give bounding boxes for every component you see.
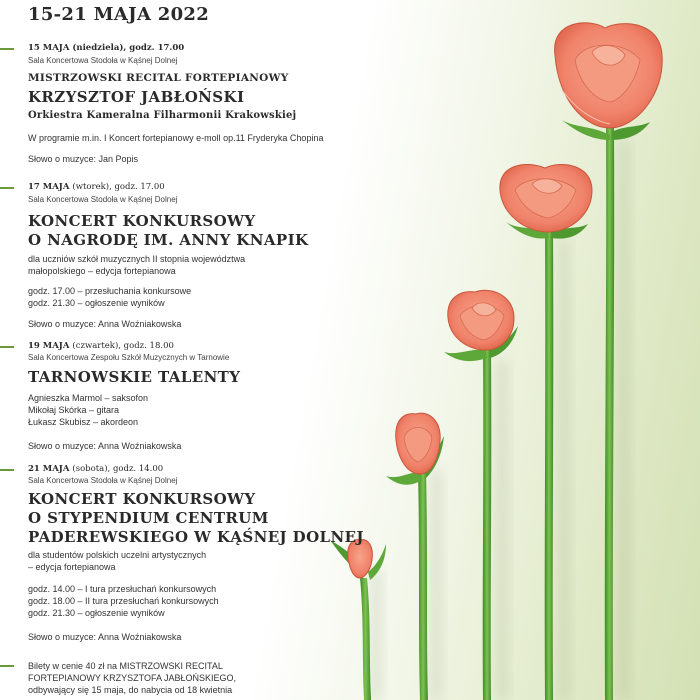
event2-date-day: 17 MAJA (28, 182, 70, 192)
event2-date (28, 182, 165, 192)
event2-venue: Sala Koncertowa Stodoła w Kąśnej Dolnej (28, 195, 178, 204)
event4-date-day: 21 MAJA (28, 464, 70, 474)
event3-date-day: 19 MAJA (28, 341, 70, 351)
event1-date: 15 MAJA (niedziela), godz. 17.00 (28, 43, 185, 53)
event4-desc-line1: dla studentów polskich uczelni artystycznych (28, 550, 207, 560)
event3-date (28, 341, 174, 351)
event2-marker (0, 187, 14, 189)
event3-performer3: Łukasz Skubisz – akordeon (28, 417, 139, 427)
event3-date-time: (czwartek), godz. 18.00 (72, 341, 174, 351)
event3-performer1: Agnieszka Marmol – saksofon (28, 393, 149, 403)
rose-2-icon (500, 164, 592, 700)
event2-desc-line2: małopolskiego – edycja fortepianowa (28, 266, 176, 276)
event4-title-line2: O STYPENDIUM CENTRUM (28, 509, 269, 527)
tickets-line1: Bilety w cenie 40 zł na MISTRZOWSKI RECITAL (28, 661, 223, 671)
tickets-line2: FORTEPIANOWY KRZYSZTOFA JABŁOŃSKIEGO, (28, 673, 237, 683)
event4-title-line3: PADEREWSKIEGO W KĄŚNEJ DOLNEJ (28, 528, 364, 546)
event1-marker (0, 48, 14, 50)
event2-time1: godz. 17.00 – przesłuchania konkursowe (28, 286, 192, 296)
event4-time3: godz. 21.30 – ogłoszenie wyników (28, 608, 165, 618)
rose-1-icon (555, 23, 663, 700)
event2-speaker: Słowo o muzyce: Anna Woźniakowska (28, 319, 182, 329)
event1-speaker: Słowo o muzyce: Jan Popis (28, 154, 139, 164)
roses-illustration (300, 0, 700, 700)
event1-program: W programie m.in. I Koncert fortepianowy e-moll op.11 Fryderyka Chopina (28, 133, 324, 143)
event4-desc-line2: – edycja fortepianowa (28, 562, 116, 572)
event3-title: TARNOWSKIE TALENTY (28, 368, 241, 386)
event4-speaker: Słowo o muzyce: Anna Woźniakowska (28, 632, 182, 642)
event3-marker (0, 346, 14, 348)
event3-venue: Sala Koncertowa Zespołu Szkół Muzycznych w Tarnowie (28, 353, 230, 362)
event4-date (28, 464, 163, 474)
event2-desc-line1: dla uczniów szkół muzycznych II stopnia województwa (28, 254, 246, 264)
tickets-line3: odbywający się 15 maja, do nabycia od 18 kwietnia (28, 685, 233, 695)
event4-marker (0, 469, 14, 471)
event4-time2: godz. 18.00 – II tura przesłuchań konkursowych (28, 596, 219, 606)
event4-venue: Sala Koncertowa Stodoła w Kąśnej Dolnej (28, 476, 178, 485)
event2-time2: godz. 21.30 – ogłoszenie wyników (28, 298, 165, 308)
event2-title-line1: KONCERT KONKURSOWY (28, 212, 256, 230)
event4-time1: godz. 14.00 – I tura przesłuchań konkursowych (28, 584, 217, 594)
event1-performer: KRZYSZTOF JABŁOŃSKI (28, 88, 245, 106)
event4-title-line1: KONCERT KONKURSOWY (28, 490, 256, 508)
tickets-marker (0, 665, 14, 667)
event3-speaker: Słowo o muzyce: Anna Woźniakowska (28, 441, 182, 451)
event2-date-time: (wtorek), godz. 17.00 (72, 182, 165, 192)
event4-date-time: (sobota), godz. 14.00 (72, 464, 164, 474)
event1-subtitle: MISTRZOWSKI RECITAL FORTEPIANOWY (28, 72, 289, 84)
event3-performer2: Mikołaj Skórka – gitara (28, 405, 120, 415)
event2-title-line2: O NAGRODĘ IM. ANNY KNAPIK (28, 231, 309, 249)
event1-orchestra: Orkiestra Kameralna Filharmonii Krakowskiej (28, 110, 297, 121)
festival-dates: 15-21 MAJA 2022 (28, 4, 210, 25)
event1-venue: Sala Koncertowa Stodoła w Kąśnej Dolnej (28, 56, 178, 65)
